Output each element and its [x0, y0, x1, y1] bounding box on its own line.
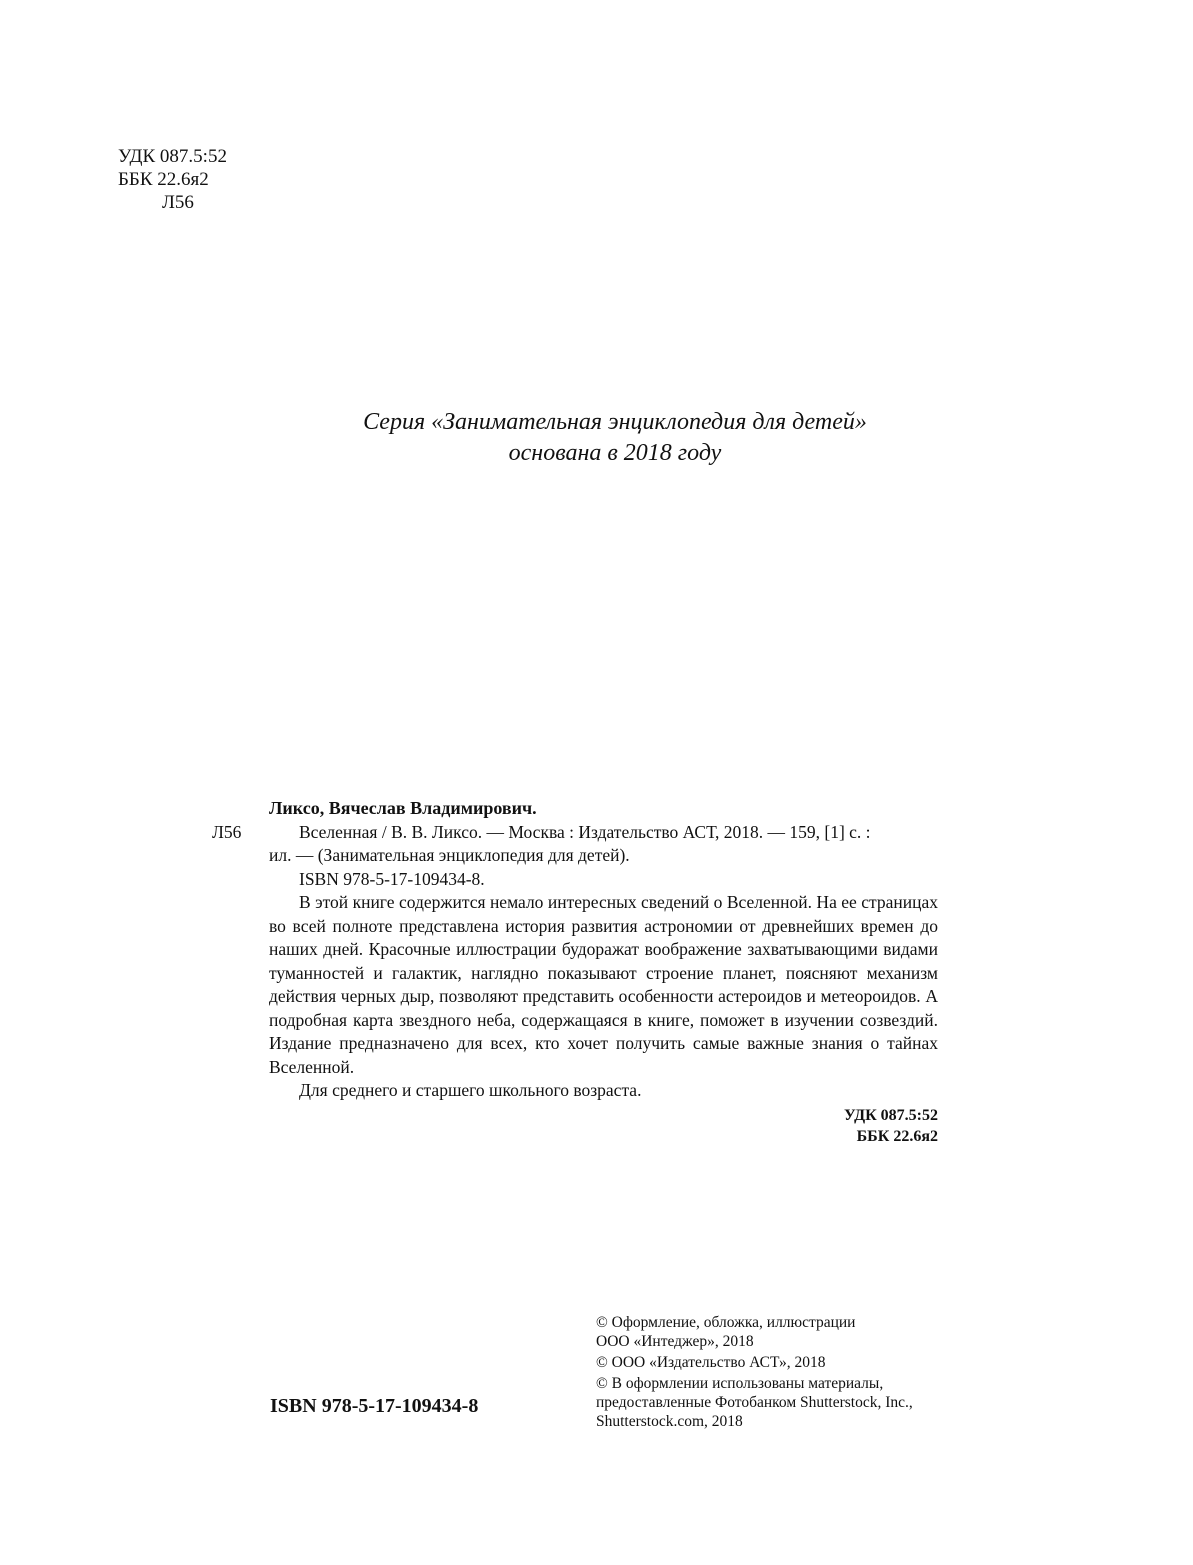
record-title-continuation: ил. — (Занимательная энциклопедия для детей). [269, 845, 630, 865]
isbn-bottom: ISBN 978-5-17-109434-8 [270, 1395, 479, 1417]
record-author: Ликсо, Вячеслав Владимирович. [269, 798, 537, 818]
bbk-code: ББК 22.6я2 [118, 169, 209, 190]
record-audience: Для среднего и старшего школьного возраста. [299, 1080, 642, 1100]
copyright-block [596, 1313, 956, 1433]
series-statement [200, 407, 1030, 469]
author-mark: Л56 [162, 192, 194, 213]
copyright-design [596, 1313, 956, 1351]
copyright-publisher: © ООО «Издательство АСТ», 2018 [596, 1354, 826, 1371]
record-title: Вселенная / В. В. Ликсо. — Москва : Издательство АСТ, 2018. — 159, [1] с. : [299, 821, 871, 842]
record-annotation: В этой книге содержится немало интересных сведений о Вселенной. На ее страницах во всей полноте представлена история развития астрономии от древнейших времен до наших дней. Красочные иллюстрации будоражат воображение захватывающими видами туманностей и галактик, наглядно показывают строение планет, поясняют механизм действия черных дыр, позволяют представить особенности астероидов и метеороидов. А подробная карта звездного неба, содержащаяся в книге, поможет в изучении созвездий. Издание предназначено для всех, кто хочет получить самые важные знания о тайнах Вселенной. [269, 892, 938, 1077]
series-line-1: Серия «Занимательная энциклопедия для детей» [363, 409, 867, 435]
record-author-mark: Л56 [212, 821, 242, 842]
record-classification [700, 1105, 938, 1147]
classification-block [118, 145, 227, 214]
copyright-photos-line-2: предоставленные Фотобанком Shutterstock, Inc., [596, 1394, 913, 1411]
record-udk: УДК 087.5:52 [843, 1107, 938, 1124]
copyright-photos-line-1: © В оформлении использованы материалы, [596, 1375, 884, 1392]
copyright-photos-line-3: Shutterstock.com, 2018 [596, 1413, 743, 1430]
record-isbn: ISBN 978-5-17-109434-8. [299, 868, 485, 889]
udk-code: УДК 087.5:52 [118, 146, 227, 167]
copyright-design-line-2: ООО «Интеджер», 2018 [596, 1333, 754, 1350]
copyright-design-line-1: © Оформление, обложка, иллюстрации [596, 1314, 856, 1331]
copyright-photos [596, 1374, 956, 1431]
bibliographic-record [212, 797, 938, 1103]
record-bbk: ББК 22.6я2 [856, 1128, 938, 1145]
record-title-row [212, 821, 938, 845]
series-line-2: основана в 2018 году [508, 440, 722, 466]
